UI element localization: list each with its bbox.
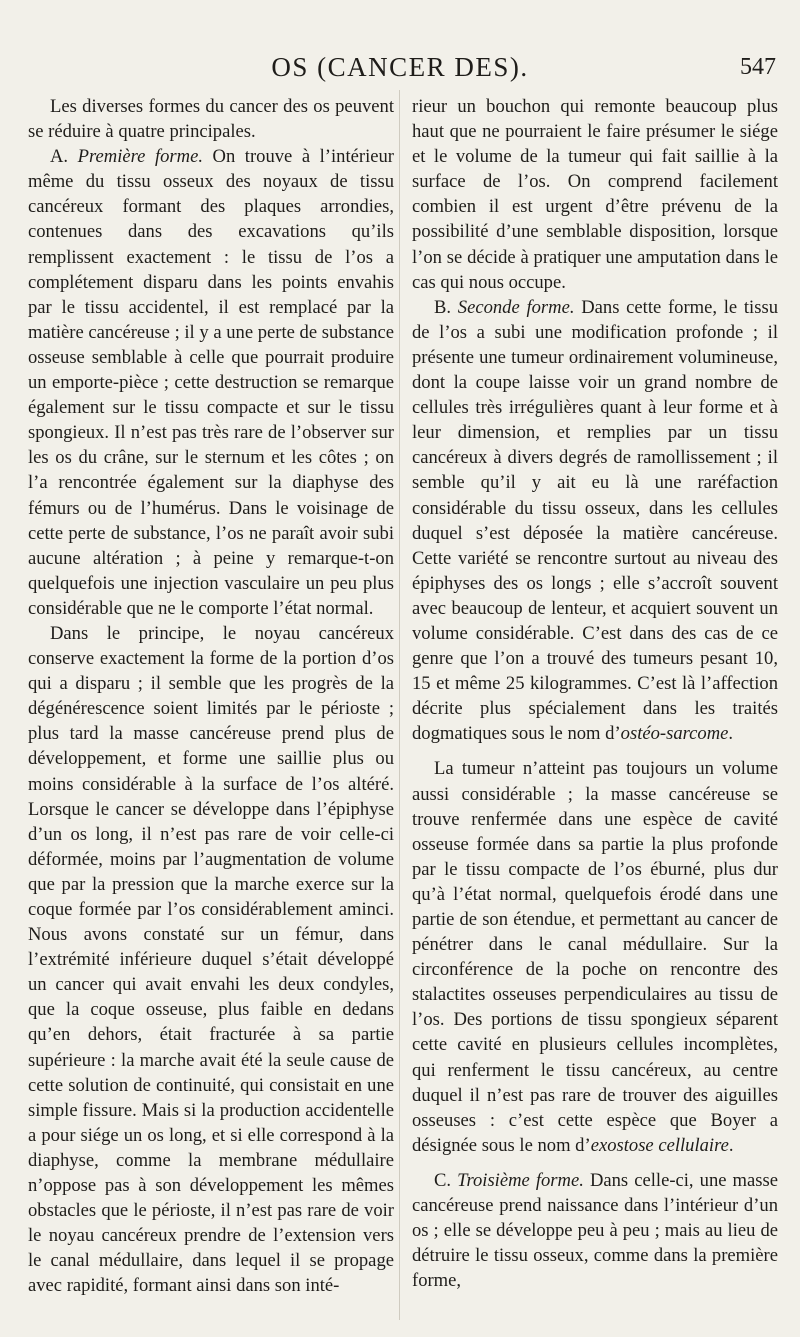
term-osteo-sarcome: ostéo-sarcome bbox=[620, 723, 729, 745]
section-marker-a: A. bbox=[50, 146, 78, 168]
section-marker-c: C. bbox=[434, 1169, 458, 1191]
page-number: 547 bbox=[740, 54, 776, 80]
section-label-third-form: Troisième forme. bbox=[457, 1169, 584, 1191]
first-form-text: On trouve à l’intérieur même du tissu osseux des noyaux de tissu cancéreux formant des plaques arrondies, contenues dans des excavations qu’ils remplissent exactement : le tissu de l’os a complétement disparu dans les points envahis par le tissu accidentel, il est remplacé par la matière cancéreuse ; il y a une perte de substance osseuse semblable à celle que pourrait produire un emporte-pièce ; cette destruction se remarque également sur le tissu compacte et sur le tissu spongieux. Il n’est pas très rare de l’observer sur les os du crâne, sur le sternum et les côtes ; on l’a rencontrée également sur la diaphyse des fémurs ou de l’humérus. Dans le voisinage de cette perte de substance, l’os ne paraît avoir subi aucune altération ; à peine y remarque-t-on quelquefois une injection vasculaire un peu plus considérable que ne le comporte l’état normal. bbox=[28, 146, 395, 619]
cellular-exostosis-text: La tumeur n’atteint pas toujours un volume aussi considérable ; la masse cancéreuse se trouve renfermée dans une espèce de cavité osseuse formée dans sa partie la plus profonde par le tissu compacte de l’os éburné, plus dur qu’à l’état normal, quelquefois érodé dans une partie de son étendue, et permettant au cancer de pénétrer dans le canal médullaire. Sur la circonférence de la poche on rencontre des stalactites osseuses perpendiculaires au tissu de l’os. Des portions de tissu spongieux séparent cette cavité en plusieurs cellules incomplètes, qui renferment le tissu cancéreux, au centre duquel il n’est pas rare de trouver des aiguilles osseuses : c’est cette espèce que Boyer a désignée sous le nom d’ bbox=[412, 758, 778, 1156]
section-marker-b: B. bbox=[434, 296, 458, 318]
section-label-first-form: Première forme. bbox=[77, 146, 203, 168]
second-form-paragraph bbox=[412, 295, 778, 747]
principle-paragraph: Dans le principe, le noyau cancéreux conserve exactement la forme de la portion d’os qui a disparu ; il semble que les progrès de la dégénérescence soient limités par le périoste ; plus tard la masse cancéreuse prend plus de développement, et forme une saillie plus ou moins considérable à la surface de l’os altéré. Lorsque le cancer se développe dans l’épiphyse d’un os long, il n’est pas rare de voir celle-ci déformée, moins par l’augmentation de volume que par la pression que la marche exerce sur la coque formée par l’os considérablement aminci. Nous avons constaté sur un fémur, dans l’extrémité inférieure duquel s’était développé un cancer qui avait envahi les deux condyles, que la coque osseuse, plus faible en dedans qu’en dehors, était fracturée à sa partie supérieure : la marche avait été la seule cause de cette solution de continuité, qui consistait en une simple fissure. Mais si la production accidentelle a pour siége un os long, et si elle correspond à la diaphyse, comme la membrane médullaire n’oppose pas à son développement les mêmes obstacles que le périoste, il n’est pas rare de voir le noyau cancéreux prendre de l’extension vers le canal médullaire, dans lequel il se propage avec rapidité, formant ainsi dans son inté- bbox=[28, 622, 394, 1297]
first-form-paragraph bbox=[28, 144, 394, 621]
term-exostose-cellulaire: exostose cellulaire bbox=[590, 1134, 729, 1156]
column-divider bbox=[399, 90, 400, 1320]
cellular-exostosis-text-end: . bbox=[728, 1134, 734, 1156]
continuation-paragraph: rieur un bouchon qui remonte beaucoup plus haut que ne pourraient le faire présumer le siége et le volume de la tumeur qui fait saillie à la surface de l’os. On comprend facilement combien il est urgent d’être prévenu de la possibilité d’une semblable disposition, lorsque l’on se décide à pratiquer une amputation dans le cas qui nous occupe. bbox=[412, 96, 778, 293]
cellular-exostosis-paragraph bbox=[412, 756, 778, 1158]
right-column bbox=[412, 94, 778, 1293]
third-form-paragraph bbox=[412, 1168, 778, 1293]
running-title: OS (CANCER DES). bbox=[271, 52, 529, 82]
second-form-text-end: . bbox=[728, 723, 734, 745]
page-header bbox=[0, 50, 800, 90]
left-column bbox=[28, 94, 394, 1299]
second-form-text: Dans cette forme, le tissu de l’os a subi une modification profonde ; il présente une tumeur ordinairement volumineuse, dont la coupe laisse voir un grand nombre de cellules très irrégulières quant à leur forme et à leur dimension, et remplies par un tissu cancéreux à divers degrés de ramollissement ; il semble qu’il y ait eu là une raréfaction considérable du tissu osseux, dans les cellules duquel s’est déposée la matière cancéreuse. Cette variété se rencontre surtout au niveau des épiphyses des os longs ; elle s’accroît souvent avec beaucoup de lenteur, et acquiert souvent un volume considérable. C’est dans des cas de ce genre que l’on a trouvé des tumeurs pesant 10, 15 et même 25 kilogrammes. C’est là l’affection décrite plus spécialement dans les traités dogmatiques sous le nom d’ bbox=[412, 296, 778, 745]
section-label-second-form: Seconde forme. bbox=[457, 296, 575, 318]
third-form-text: Dans celle-ci, une masse cancéreuse prend naissance dans l’intérieur d’un os ; elle se développe peu à peu ; mais au lieu de détruire le tissu osseux, comme dans la première forme, bbox=[412, 1169, 779, 1292]
intro-paragraph: Les diverses formes du cancer des os peuvent se réduire à quatre principales. bbox=[28, 96, 394, 143]
